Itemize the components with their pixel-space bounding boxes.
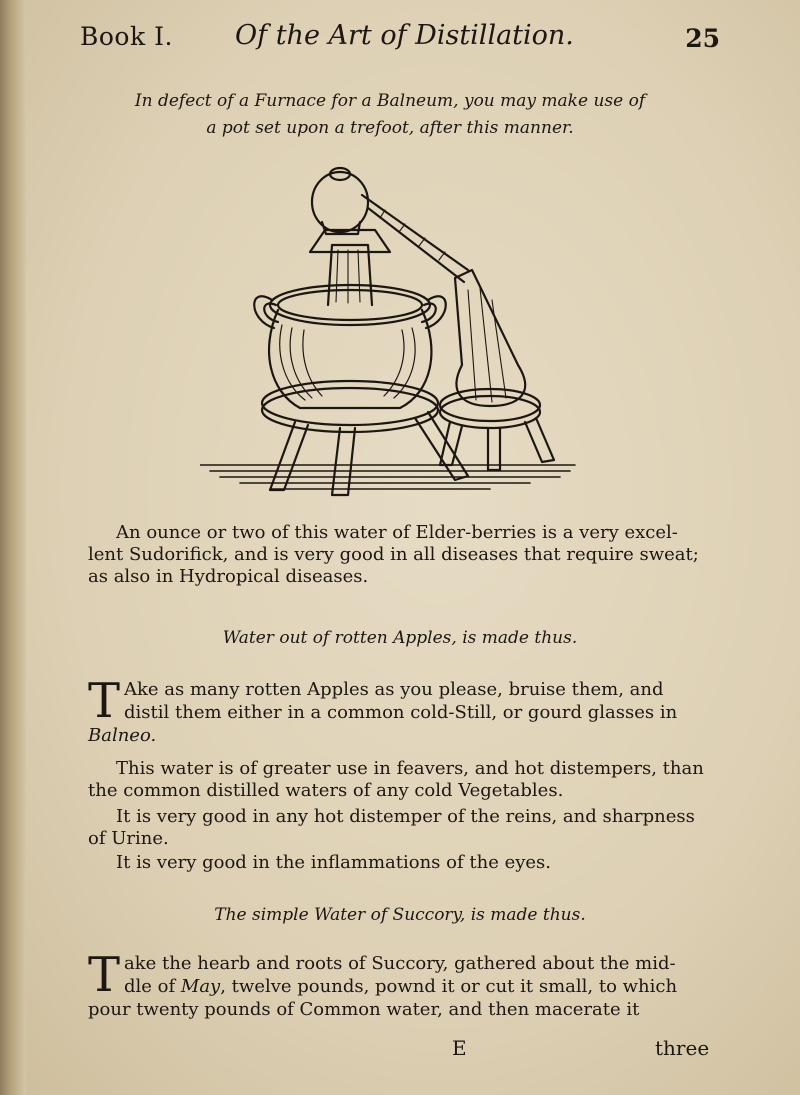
- chapter-title: Of the Art of Distillation.: [235, 20, 574, 51]
- text-line: of Urine.: [88, 828, 169, 849]
- running-head: [80, 16, 720, 60]
- text-line: [88, 975, 723, 998]
- month-name: May: [180, 976, 221, 997]
- drop-cap: T: [88, 673, 121, 729]
- caption-line-1: In defect of a Furnace for a Balneum, you may make use of: [134, 91, 646, 111]
- text-line: An ounce or two of this water of Elder-berries is a very excel-: [116, 522, 678, 543]
- text-line: Ake as many rotten Apples as you please, bruise them, and: [124, 679, 664, 700]
- text-line: This water is of greater use in feavers, and hot distempers, than: [116, 758, 704, 779]
- drop-cap: T: [88, 947, 121, 1003]
- succory-paragraph: [88, 947, 723, 1021]
- reins-paragraph: [88, 806, 723, 850]
- text-line: the common distilled waters of any cold Vegetables.: [88, 780, 564, 801]
- catchword: three: [655, 1036, 710, 1060]
- binding-gutter: [0, 0, 26, 1095]
- text-line: as also in Hydropical diseases.: [88, 566, 369, 587]
- text-line: It is very good in the inflammations of the eyes.: [116, 852, 551, 873]
- section-heading-succory: The simple Water of Succory, is made thus.: [214, 905, 586, 925]
- caption-line-2: a pot set upon a trefoot, after this manner.: [206, 118, 574, 138]
- text-line: ake the hearb and roots of Succory, gathered about the mid-: [124, 953, 676, 974]
- elder-berries-paragraph: [88, 522, 723, 588]
- text-line: distil them either in a common cold-Still, or gourd glasses in: [124, 702, 678, 723]
- page-number: 25: [685, 24, 720, 53]
- feavers-paragraph: [88, 758, 723, 802]
- book-label: Book I.: [80, 22, 173, 51]
- text-fragment: , twelve pounds, pownd it or cut it small, to which: [220, 976, 678, 997]
- text-line: It is very good in any hot distemper of the reins, and sharpness: [116, 806, 695, 827]
- text-line: Balneo.: [88, 725, 157, 746]
- eyes-paragraph: [88, 852, 723, 874]
- rotten-apples-paragraph: [88, 673, 723, 747]
- page-footer: [0, 1034, 800, 1064]
- figure-caption: [100, 88, 680, 142]
- text-fragment: dle of: [124, 976, 181, 997]
- distillation-pot-illustration: [200, 160, 600, 505]
- text-line: lent Sudorifick, and is very good in all diseases that require sweat;: [88, 544, 699, 565]
- signature-mark: E: [452, 1036, 467, 1060]
- text-line: pour twenty pounds of Common water, and then macerate it: [88, 999, 640, 1020]
- section-heading-rotten-apples: Water out of rotten Apples, is made thus.: [222, 628, 578, 648]
